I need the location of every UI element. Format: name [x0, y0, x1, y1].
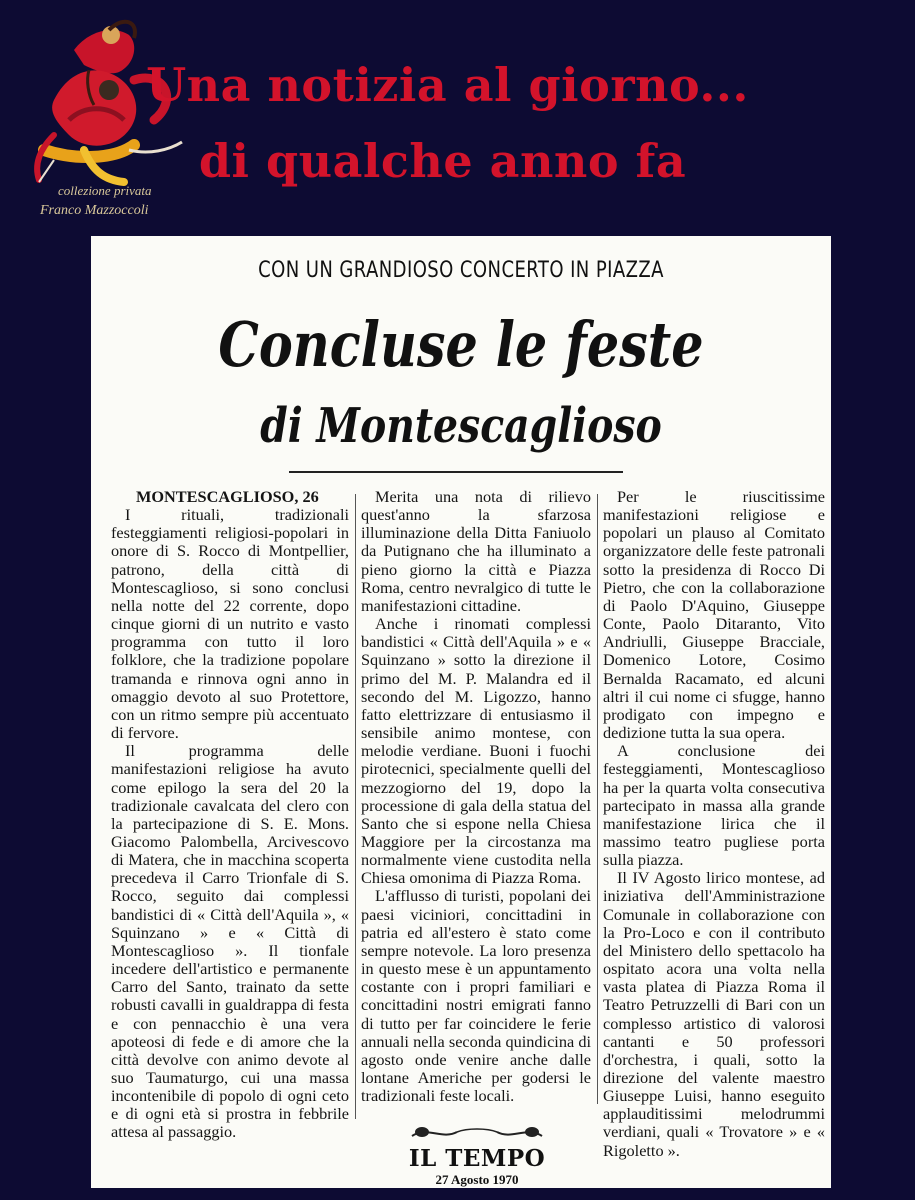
article-column-3	[603, 488, 825, 1160]
article-paragraph: A conclusione dei festeggiamenti, Montescaglioso ha per la quarta volta consecutiva partecipato in massa alla grande manifestazione lirica che il massimo teatro pugliese porta sulla piazza.	[603, 741, 825, 870]
article-paragraph: Anche i rinomati complessi bandistici « Città dell'Aquila » e « Squinzano » sotto la direzione il primo del M. P. Malandra ed il secondo del M. Ligozzo, hanno fatto elettrizzare di entusiasmo il sensibile animo montese, con melodie verdiane. Buoni i fuochi pirotecnici, specialmente quelli del mezzogiorno del 19, dopo la processione di gala della statua del Santo che si espone nella Chiesa Maggiore per la circostanza ma normalmente viene custodita nella Chiesa omonima di Piazza Roma.	[361, 614, 591, 888]
page-title-line2: di qualche anno fa	[198, 134, 687, 188]
article-dateline: MONTESCAGLIOSO, 26	[136, 487, 319, 506]
publication-date: 27 Agosto 1970	[435, 1172, 519, 1187]
newspaper-clipping	[91, 236, 831, 1188]
article-headline-line2: di Montescaglioso	[260, 398, 662, 454]
article-paragraph: Il IV Agosto lirico montese, ad iniziativa dell'Amministrazione Comunale in collaborazione con la Pro-Loco e con il contributo del Ministero dello spettacolo ha ospitato acora una volta nella vasta platea di Piazza Roma il Teatro Petruzzelli di Bari con un complesso artistico di valorosi cantanti e 50 professori d'orchestra, i quali, sotto la direzione del valente maestro Giuseppe Luisi, hanno eseguito applauditissimi melodrummi verdiani, quali « Trovatore » e « Rigoletto ».	[603, 868, 825, 1160]
page-title-line1: Una notizia al giorno...	[146, 58, 749, 112]
article-paragraph: L'afflusso di turisti, popolani dei paesi viciniori, concittadini in patria ed all'estero è stato come sempre notevole. La loro presenza in questo mese è un appuntamento costante con i propri familiari e concittadini nostri emigrati fanno di tutto per far coincidere le ferie annuali nella seconda quindicina di agosto onde venire anche dalle lontane Americhe per godersi le tradizionali feste locali.	[361, 886, 591, 1106]
article-kicker: CON UN GRANDIOSO CONCERTO IN PIAZZA	[258, 258, 664, 283]
article-column-2	[361, 488, 591, 1105]
masthead-ornament-icon	[402, 1124, 552, 1142]
article-paragraph: I rituali, tradizionali festeggiamenti religiosi-popolari in onore di S. Rocco di Montpellier, patrono, della città di Montescaglioso, si sono conclusi nella notte del 22 corrente, dopo cinque giorni di un nutrito e vasto programma con tutto il loro folklore, che la tradizione popolare tramanda e rinnova ogni anno in omaggio devoto al suo Protettore, con un ritmo sempre più accentuato di fervore.	[111, 505, 349, 743]
column-divider	[597, 494, 598, 1104]
logo-caption-owner: Franco Mazzoccoli	[40, 203, 149, 218]
article-paragraph: Il programma delle manifestazioni religiose ha avuto come epilogo la sera del 20 la tradizionale cavalcata del clero con la partecipazione di S. E. Mons. Giacomo Palombella, Arcivescovo di Matera, che in macchina scoperta precedeva il Carro Trionfale di S. Rocco, seguito dai complessi bandistici di « Città dell'Aquila », « Squinzano » e « Città di Montescaglioso ». Il tionfale incedere dell'artistico e permanente Carro del Santo, trainato da sette robusti cavalli in gualdrappa di festa e con pennacchio è una vera apoteosi di fede e di amore che la città devolve con animo devote al suo Taumaturgo, cui una massa incontenibile di popolo di ogni ceto e di ogni età si prostra in febbrile attesa al passaggio.	[111, 741, 349, 1142]
newspaper-masthead	[367, 1124, 587, 1188]
column-divider	[355, 494, 356, 1119]
article-column-1	[111, 488, 349, 1142]
article-headline-line1: Concluse le feste	[218, 308, 704, 381]
article-paragraph: Per le riuscitissime manifestazioni religiose e popolari un plauso al Comitato organizzatore delle feste patronali sotto la presidenza di Rocco Di Pietro, che con la collaborazione di Paolo D'Aquino, Giuseppe Conte, Paolo Ditaranto, Vito Andriulli, Giuseppe Bracciale, Domenico Lotore, Cosimo Bernalda Racamato, ed alcuni altri il cui nome ci sfugge, hanno prodigato con impegno e dedizione tutta la sua opera.	[603, 487, 825, 743]
logo-caption-collection: collezione privata	[58, 183, 152, 198]
newspaper-name: IL TEMPO	[408, 1145, 546, 1172]
article-paragraph: Merita una nota di rilievo quest'anno la sfarzosa illuminazione della Ditta Faniuolo da Putignano che ha illuminato a pieno giorno la città e Piazza Roma, centro nevralgico di tutte le manifestazioni cittadine.	[361, 487, 591, 615]
headline-rule	[289, 471, 623, 473]
